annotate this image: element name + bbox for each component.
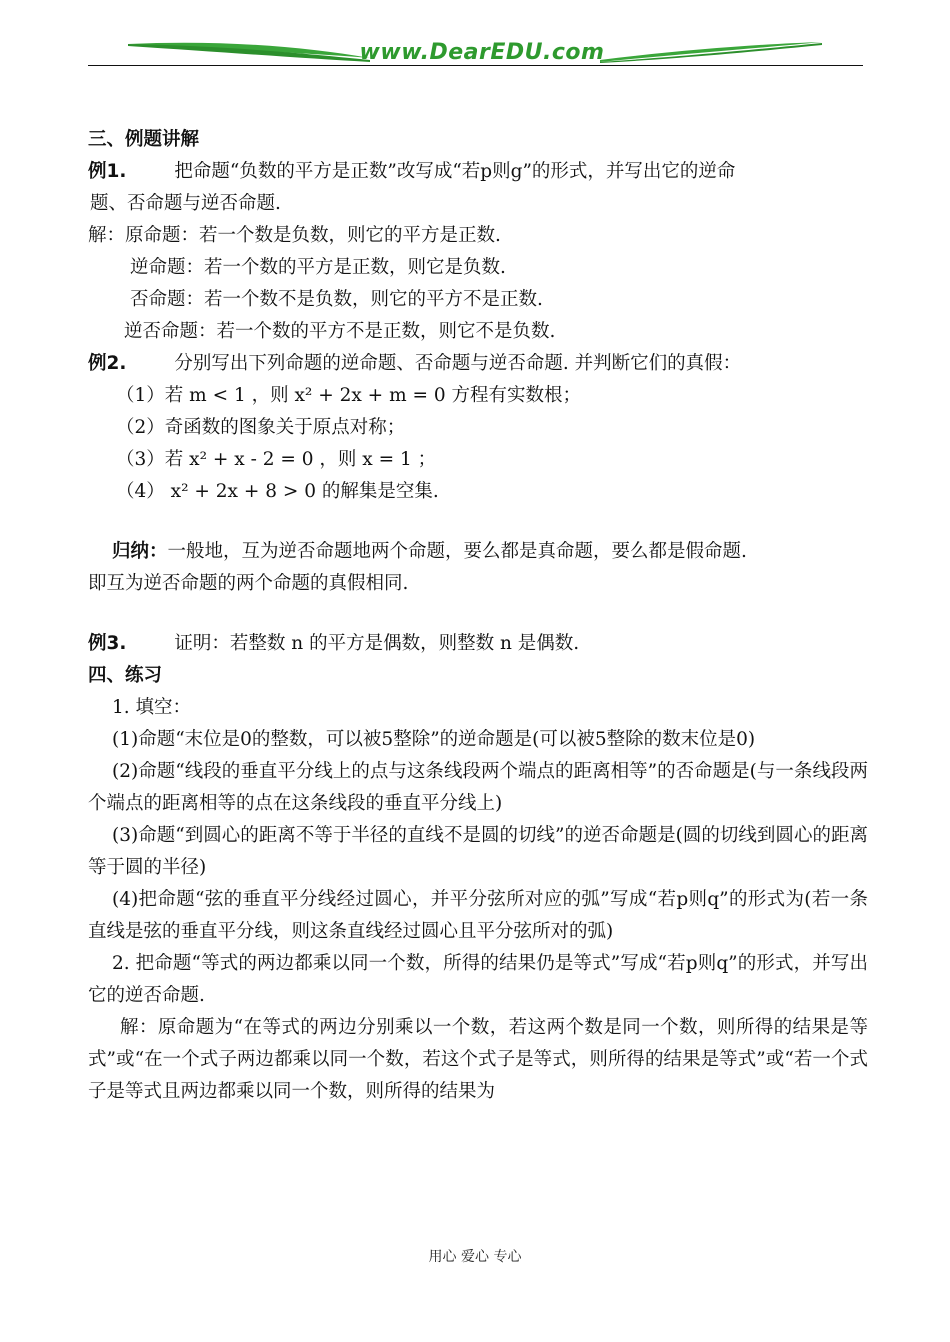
example-2 xyxy=(88,348,868,380)
example-2-item: （2）奇函数的图象关于原点对称； xyxy=(116,417,406,438)
example-2-item: （4） x² + 2x + 8 > 0 的解集是空集. xyxy=(116,481,439,502)
example-2-text: 分别写出下列命题的逆命题、否命题与逆否命题. 并判断它们的真假： xyxy=(174,353,742,374)
summary-text: 一般地，互为逆否命题地两个命题，要么都是真命题，要么都是假命题. xyxy=(167,541,747,562)
example-1-label: 例1. xyxy=(88,161,127,182)
summary-label: 归纳： xyxy=(112,541,168,562)
summary-cont: 即互为逆否命题的两个命题的真假相同. xyxy=(88,573,409,594)
example-2-label: 例2. xyxy=(88,353,127,374)
question-1-part-2: (2)命题“线段的垂直平分线上的点与这条线段两个端点的距离相等”的否命题是(与一条线段两个端点的距离相等的点在这条线段的垂直平分线上) xyxy=(88,761,868,814)
example-2-item: （3）若 x² + x - 2 = 0 ，则 x = 1 ； xyxy=(116,449,437,470)
header-rule xyxy=(88,65,863,66)
question-2: 2. 把命题“等式的两边都乘以同一个数，所得的结果仍是等式”写成“若p则q”的形式，并写出它的逆否命题. xyxy=(88,953,868,1006)
summary xyxy=(88,536,868,568)
solution-line-2: 逆命题：若一个数的平方是正数，则它是负数. xyxy=(130,257,506,278)
question-2-solution: 解：原命题为“在等式的两边分别乘以一个数，若这两个数是同一个数，则所得的结果是等式”或“在一个式子两边都乘以同一个数，若这个式子是等式，则所得的结果是等式”或“若一个式子是等式且两边都乘以同一个数，则所得的结果为 xyxy=(88,1017,868,1102)
example-2-item: （1）若 m < 1 ，则 x² + 2x + m = 0 方程有实数根； xyxy=(116,385,582,406)
example-1 xyxy=(88,156,868,188)
example-1-cont: 题、否命题与逆否命题. xyxy=(90,193,281,214)
solution-line-4: 逆否命题：若一个数的平方不是正数，则它不是负数. xyxy=(124,321,556,342)
question-1-part-4: (4)把命题“弦的垂直平分线经过圆心，并平分弦所对应的弧”写成“若p则q”的形式为(若一条直线是弦的垂直平分线，则这条直线经过圆心且平分弦所对的弧) xyxy=(88,889,868,942)
example-1-text: 把命题“负数的平方是正数”改写成“若p则g”的形式，并写出它的逆命 xyxy=(174,161,736,182)
section-title-exercises: 四、练习 xyxy=(88,665,163,686)
section-title-examples: 三、例题讲解 xyxy=(88,129,200,150)
solution-line-3: 否命题：若一个数不是负数，则它的平方不是正数. xyxy=(130,289,543,310)
question-1-part-1: (1)命题“末位是0的整数，可以被5整除”的逆命题是(可以被5整除的数末位是0) xyxy=(112,729,756,750)
site-logo-text: www.DearEDU.com xyxy=(359,40,605,65)
solution-line-1: 解：原命题：若一个数是负数，则它的平方是正数. xyxy=(88,225,501,246)
question-1-part-3: (3)命题“到圆心的距离不等于半径的直线不是圆的切线”的逆否命题是(圆的切线到圆心的距离等于圆的半径) xyxy=(88,825,868,878)
question-1: 1. 填空： xyxy=(112,697,192,718)
example-3 xyxy=(88,628,868,660)
example-3-text: 证明：若整数 n 的平方是偶数，则整数 n 是偶数. xyxy=(174,633,580,654)
document-body xyxy=(88,124,868,1108)
page-header xyxy=(0,0,950,80)
example-3-label: 例3. xyxy=(88,633,127,654)
page-footer: 用心 爱心 专心 xyxy=(428,1249,522,1265)
